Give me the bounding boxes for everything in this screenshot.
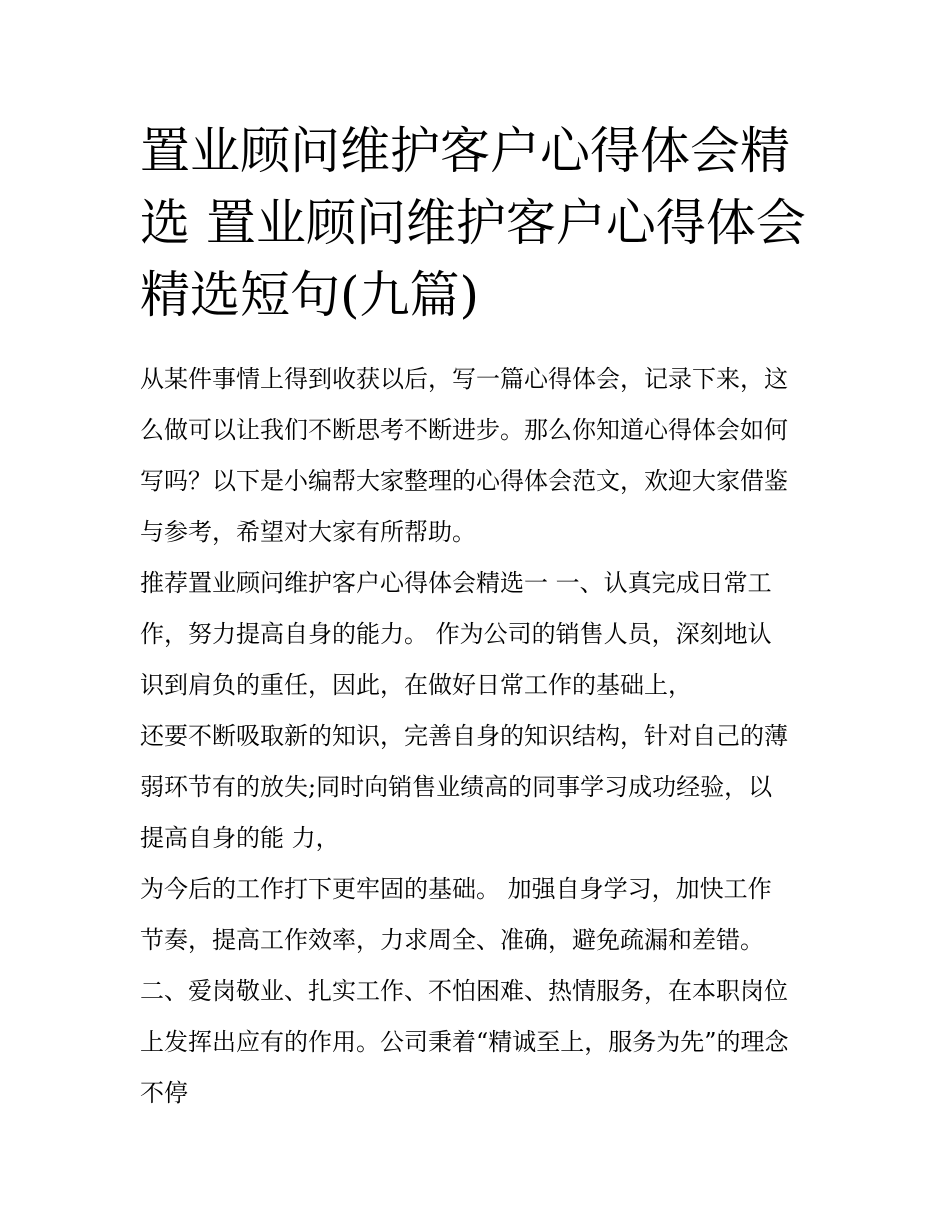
body-line: 写吗？以下是小编帮大家整理的心得体会范文，欢迎大家借鉴	[140, 467, 788, 495]
title-line: 置业顾问维护客户心得体会精	[140, 122, 790, 180]
document-title	[140, 115, 820, 331]
body-line: 作，努力提高自身的能力。 作为公司的销售人员，深刻地认	[140, 620, 772, 648]
body-line: 识到肩负的重任，因此，在做好日常工作的基础上，	[140, 671, 692, 699]
body-line: 推荐置业顾问维护客户心得体会精选一 一、认真完成日常工	[140, 569, 772, 597]
body-line: 与参考，希望对大家有所帮助。	[140, 518, 476, 546]
body-line: 为今后的工作打下更牢固的基础。 加强自身学习，加快工作	[140, 875, 772, 903]
title-line: 选 置业顾问维护客户心得体会	[140, 194, 806, 252]
document-body	[140, 354, 830, 1119]
title-line: 精选短句(九篇)	[140, 266, 480, 324]
body-line: 上发挥出应有的作用。公司秉着“精诚至上，服务为先”的理念	[140, 1028, 789, 1056]
body-line: 不停	[140, 1079, 188, 1107]
body-line: 节奏，提高工作效率，力求周全、准确，避免疏漏和差错。	[140, 926, 764, 954]
body-line: 弱环节有的放失;同时向销售业绩高的同事学习成功经验，以	[140, 773, 773, 801]
body-line: 还要不断吸取新的知识，完善自身的知识结构，针对自己的薄	[140, 722, 788, 750]
body-line: 么做可以让我们不断思考不断进步。那么你知道心得体会如何	[140, 416, 788, 444]
body-line: 从某件事情上得到收获以后，写一篇心得体会，记录下来，这	[140, 365, 788, 393]
body-line: 二、爱岗敬业、扎实工作、不怕困难、热情服务，在本职岗位	[140, 977, 788, 1005]
body-line: 提高自身的能 力，	[140, 824, 340, 852]
